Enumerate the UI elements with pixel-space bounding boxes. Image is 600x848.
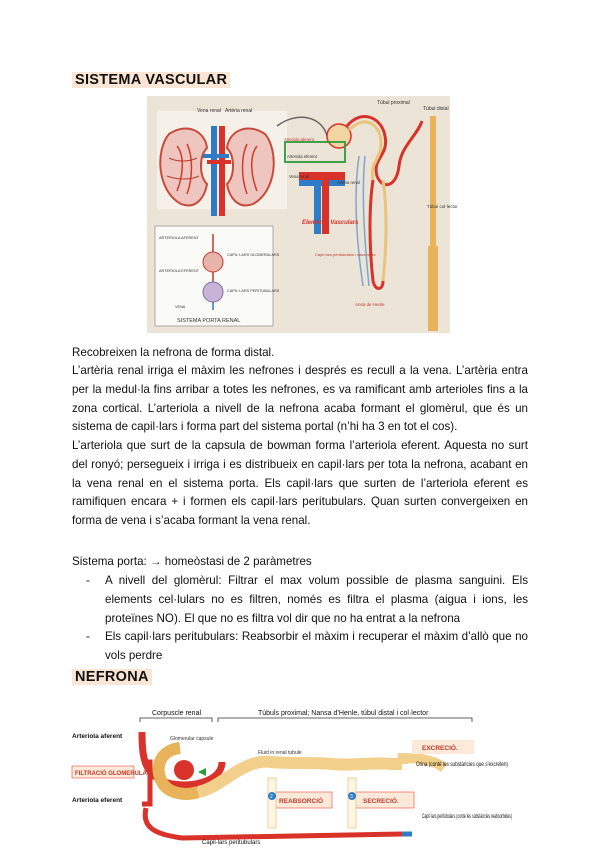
renal-artery-drawing <box>207 160 231 164</box>
bracket-tubuls <box>218 718 472 722</box>
list-item <box>72 628 528 666</box>
label-corpuscle-renal: Corpuscle renal <box>152 710 202 717</box>
label-fluid-tubule: Fluid in renal tubule <box>258 750 302 756</box>
renal-vein-drawing <box>203 154 229 158</box>
section-heading-nefrona: NEFRONA <box>72 669 152 685</box>
step-number: 3 <box>350 794 353 800</box>
label-capil-lars-peritubulars: Capil·lars peritubulars i vasa recta <box>315 252 376 257</box>
label-elements-vasculars: Elements Vasculars <box>302 220 359 226</box>
reabsorption-channel <box>268 778 276 828</box>
label-vena-box: VENA <box>175 305 186 309</box>
filtration-arrow <box>198 768 206 776</box>
label-glomerular-capsule: Glomerular capsule <box>170 736 214 742</box>
label-secrecio: SECRECIÓ. <box>363 798 399 805</box>
paragraph-intro: Recobreixen la nefrona de forma distal. <box>72 346 275 359</box>
list-dash: - <box>86 630 90 644</box>
step-number: 2 <box>270 794 273 800</box>
label-tubul-col-lector: Túbul col·lector <box>427 204 458 209</box>
label-arteriola-eferent-box: ARTERIOLA EFERENT <box>159 269 200 273</box>
paragraph-arteria-renal: L’artèria renal irriga el màxim les nefrones i després es recull a la vena. L’artèria entra per la medul·la fins arribar a totes les nefrones, es va ramificant amb arterioles fins a la zona cortical. L’arteriola a nivell de la nefrona acaba formant el glomèrul, que és un sistema de capil·lars i forma part del sistema portal (n’hi ha 3 en tot el cos). <box>72 364 528 434</box>
glomerular-capillary-drawing <box>203 252 223 272</box>
vena-cava-drawing <box>211 126 217 216</box>
label-capil-lars-right: Capil·lars peritubulars (conté les substàncies reabsorbides) <box>422 814 512 820</box>
label-ansa-henle: Ansa de Henle <box>355 302 385 307</box>
sistema-porta-list <box>72 572 528 666</box>
nephron-process-figure <box>72 698 512 848</box>
label-capil-lars-glomerulars: CAPIL·LARS GLOMERULARS <box>227 253 280 257</box>
list-dash: - <box>86 574 90 587</box>
label-arteria-renal: Artèria renal <box>225 108 253 114</box>
secretion-channel <box>348 778 356 828</box>
peritubular-capillary-drawing <box>203 282 223 302</box>
label-arteriola-aferent: Arteriola aferent <box>284 137 314 142</box>
aorta-drawing <box>219 126 225 216</box>
figure1-caption: SISTEMA PORTA RENAL <box>177 318 241 324</box>
list-item-text: A nivell del glomèrul: Filtrar el max volum possible de plasma sanguini. Els elements cel·lulars no es filtren, només es filtra el plasma (aigua i ions, les proteïnes NO). El que no es filtra vol dir que no ha entrat a la nefrona <box>105 574 528 625</box>
section-heading-sistema-vascular: SISTEMA VASCULAR <box>72 72 230 88</box>
label-arteriola-eferent: Arteriola eferent <box>287 154 317 159</box>
label-reabsorcio: REABSORCIÓ <box>279 798 324 805</box>
label-vena-renal-2: Vena renal <box>289 174 310 179</box>
label-orina: Orina (conté les substàncies que s’excreten) <box>416 762 508 768</box>
label-tubul-proximal: Túbul proximal <box>377 100 410 106</box>
label-tubul-distal: Túbul distal <box>423 106 449 112</box>
label-arteriola-eferent-2: Arteriola eferent <box>72 797 123 804</box>
label-filtracio-glomerular: FILTRACIÓ GLOMERULAR <box>75 771 152 777</box>
paragraph-arteriola-eferent: L’arteriola que surt de la capsula de bowman forma l’arteriola eferent. Aquesta no surt del ronyó; persegueix i irriga i es distribueix en capil·lars per tota la nefrona, acabant en la vena renal en el sistema porta. Els capil·lars que surten de l’arteriola eferent es ramifiquen encara + i formen els capil·lars peritubulars. Quan surten convergeixen en forma de vena i s’acaba formant la vena renal. <box>72 439 528 528</box>
label-capil-lars-bottom: Capil·lars peritubulars <box>202 840 261 846</box>
paragraph-sistema-porta: Sistema porta: → homeòstasi de 2 paràmetres <box>72 555 312 568</box>
list-item <box>72 572 528 628</box>
label-capil-lars-peritubulars-box: CAPIL·LARS PERITUBULARS <box>227 289 280 293</box>
bracket-corpuscle <box>140 718 212 722</box>
label-tubuls: Túbuls proximal; Nansa d’Henle, túbul distal i col·lector <box>258 710 429 717</box>
glomerulus-drawing <box>174 760 194 780</box>
list-item-text: Els capil·lars peritubulars: Reabsorbir el màxim i recuperar el màxim d’allò que no vols perdre <box>105 630 528 663</box>
label-arteriola-aferent-box: ARTERIOLA AFERENT <box>159 236 199 240</box>
vascular-system-figure <box>147 96 458 333</box>
label-excrecio: EXCRECIÓ. <box>422 745 458 752</box>
renal-tubule-drawing <box>198 762 402 792</box>
label-vena-renal: Vena renal <box>197 108 221 114</box>
label-arteria-renal-2: Artèria renal <box>337 180 360 185</box>
label-arteriola-aferent-2: Arteriola aferent <box>72 733 123 740</box>
portal-system-inset <box>155 226 273 326</box>
